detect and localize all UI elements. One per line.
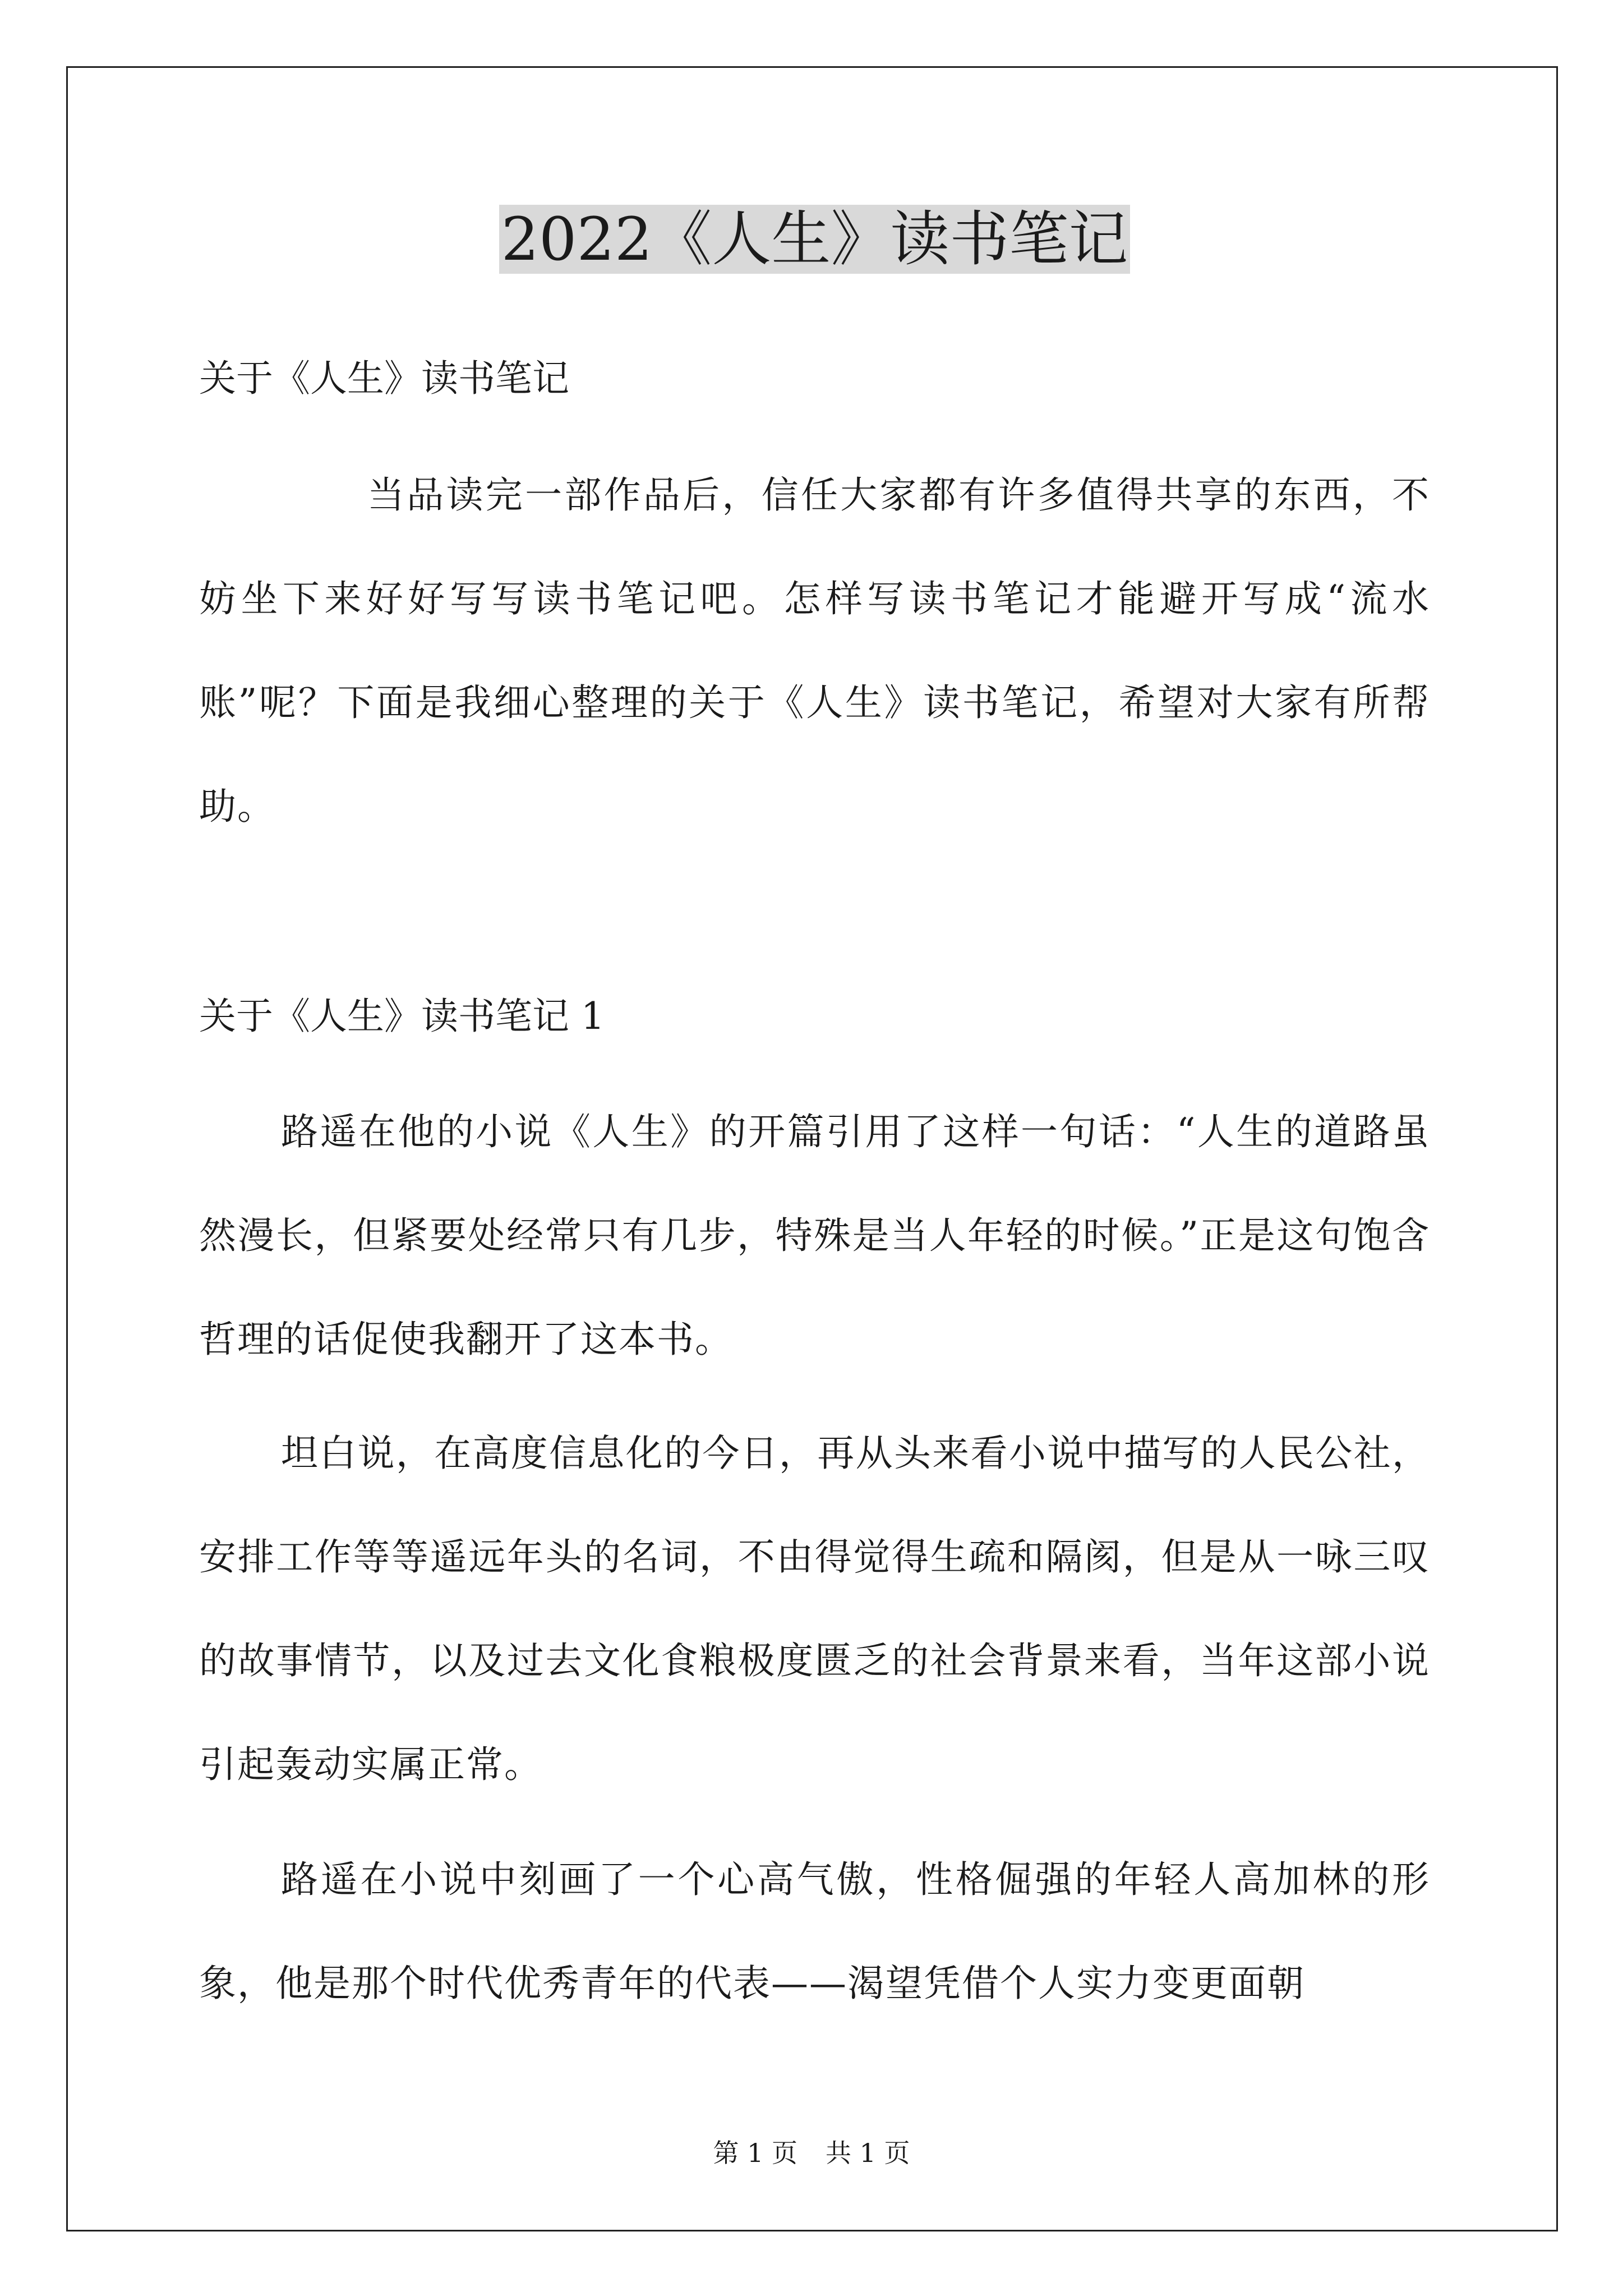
body-paragraph: 路遥在他的小说《人生》的开篇引用了这样一句话：“人生的道路虽然漫长，但紧要处经常只有几步，特殊是当人年轻的时候。”正是这句饱含哲理的话促使我翻开了这本书。: [199, 1110, 1430, 1361]
page-total: 共 1 页: [826, 2138, 910, 2168]
body-paragraph: 路遥在小说中刻画了一个心高气傲，性格倔强的年轻人高加林的形象，他是那个时代优秀青年的代表——渴望凭借个人实力变更面朝: [199, 1858, 1430, 2005]
page-number: 第 1 页: [713, 2138, 797, 2168]
body-paragraph: 坦白说，在高度信息化的今日，再从头来看小说中描写的人民公社，安排工作等等遥远年头的名词，不由得觉得生疏和隔阂，但是从一咏三叹的故事情节，以及过去文化食粮极度匮乏的社会背景来看，当年这部小说引起轰动实属正常。: [199, 1432, 1430, 1786]
intro-heading: 关于《人生》读书笔记: [199, 357, 569, 400]
intro-paragraph: 当品读完一部作品后，信任大家都有许多值得共享的东西，不妨坐下来好好写写读书笔记吧。怎样写读书笔记才能避开写成“流水账”呢？下面是我细心整理的关于《人生》读书笔记，希望对大家有所帮助。: [199, 473, 1430, 828]
document-title-text: 2022《人生》读书笔记: [499, 205, 1131, 274]
section-heading: 关于《人生》读书笔记 1: [199, 995, 605, 1038]
document-title: [199, 197, 1430, 282]
page-footer: [0, 2136, 1623, 2170]
